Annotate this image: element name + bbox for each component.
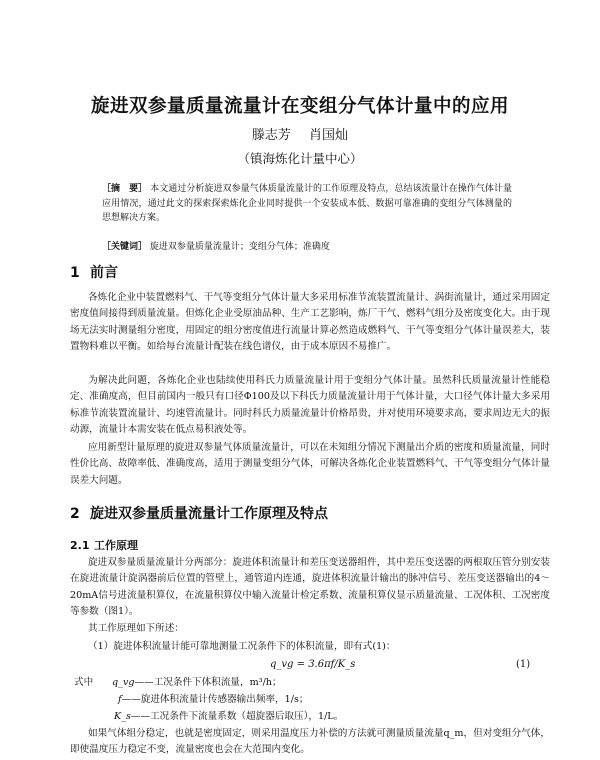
paper-title: 旋进双参量质量流量计在变组分气体计量中的应用 (90, 96, 509, 117)
formula-1-number: (1) (516, 659, 531, 670)
definition-1-text: ——工况条件下体积流量，m³/h； (134, 677, 282, 688)
paper-authors: 滕志芳 肖国灿 (251, 128, 349, 143)
section-1-paragraph-1: 各炼化企业中装置燃料气、干气等变组分气体计量大多采用标准节流装置流量计、涡街流量计，通过采用固定密度值间接得到质量流量。但炼化企业受原油品种、生产工艺影响，炼厂干气、燃料气组分及密度变化大。由于现场无法实时测量组分密度，用固定的组分密度值进行流量计算必然造成燃料气、干气等变组分气体计量误差大，装置物料难以平衡。如给每台流量计配装在线色谱仪，由于成本原因不易推广。 (70, 292, 550, 353)
section-1-paragraph-2: 为解决此问题，各炼化企业也陆续使用科氏力质量流量计用于变组分气体计量。虽然科氏质量流量计性能稳定、准确度高，但目前国内一般只有口径Φ100及以下科氏力质量流量计用于气体计量，大口径气体计量大多采用标准节流装置流量计、均速管流量计。同时科氏力质量流量计价格昂贵，并对使用环境要求高，要求周边无大的振动源，流量计本需安装在低点易积液处等。 (70, 375, 550, 436)
section-1-number: 1 (70, 265, 80, 281)
paper-affiliation: （镇海炼化计量中心） (237, 151, 363, 166)
section-1-heading (70, 262, 118, 282)
definition-2 (118, 693, 309, 707)
subsection-2-1-heading (70, 537, 138, 553)
definition-3 (114, 710, 343, 724)
abstract-text: 本文通过分析旋进双参量气体质量流量计的工作原理及特点，总结该流量计在操作气体计量应用情况，通过此文的探索探索炼化企业同时提供一个安装成本低、数据可靠准确的变组分气体测量的思想解决方案。 (102, 184, 512, 223)
section-2-paragraph-1: 旋进双参量质量流量计分两部分：旋进体积流量计和差压变送器组件，其中差压变送器的两根取压管分别安装在旋进流量计旋涡器前后位置的管壁上，通管道内连通，旋进体积流量计输出的脉冲信号、差压变送器输出的4～20mA信号进流量积算仪，在流量积算仪中输入流量计检定系数、流量积算仪显示质量流量、工况体积、工况密度等参数（图1）。 (70, 557, 550, 618)
section-2-heading (70, 503, 328, 523)
section-2-paragraph-2: 其工作原理如下所述： (88, 623, 184, 634)
subsection-2-1-number: 2.1 (70, 539, 90, 552)
abstract-label: ［摘 要］ (102, 184, 148, 194)
abstract-block (102, 182, 512, 226)
definition-1-symbol: q_vg (112, 677, 135, 688)
section-2-number: 2 (70, 506, 80, 522)
formula-1-expression: q_vg = 3.6πf/K_s (270, 659, 356, 670)
subsection-2-1-title: 工作原理 (94, 539, 138, 552)
section-1-title: 前言 (90, 265, 118, 281)
keywords-label: ［关键词］ (102, 242, 148, 252)
definition-3-text: ——工况条件下流量系数（超旋器后取压），1/L。 (130, 711, 344, 722)
section-1-paragraph-3: 应用新型计量原理的旋进双参量气体质量流量计，可以在未知组分情况下测量出介质的密度和质量流量，同时性价比高、故障率低、准确度高，适用于测量变组分气体，可解决各炼化企业装置燃料气、干气等变组分气体计量误差大问题。 (70, 442, 550, 486)
definition-2-text: ——旋进体积流量计传感器输出频率，1/s； (121, 694, 309, 705)
section-2-paragraph-3: （1）旋进体积流量计能可靠地测量工况条件下的体积流量，即有式(1)： (88, 641, 396, 652)
keywords-block (102, 240, 512, 255)
section-2-paragraph-4: 如果气体组分稳定，也就是密度固定，则采用温度压力补偿的方法就可测量质量流量q_m，但对变组分气体，即使温度压力稳定不变，流量密度也会在大范围内变化。 (70, 728, 550, 756)
section-2-title: 旋进双参量质量流量计工作原理及特点 (90, 506, 328, 522)
definition-prefix: 式中 (74, 677, 94, 688)
definition-3-symbol: K_s (114, 711, 131, 722)
definition-2-symbol: f (118, 694, 122, 705)
definition-1 (112, 676, 282, 690)
keywords-text: 旋进双参量质量流量计；变组分气体；准确度 (149, 242, 330, 252)
